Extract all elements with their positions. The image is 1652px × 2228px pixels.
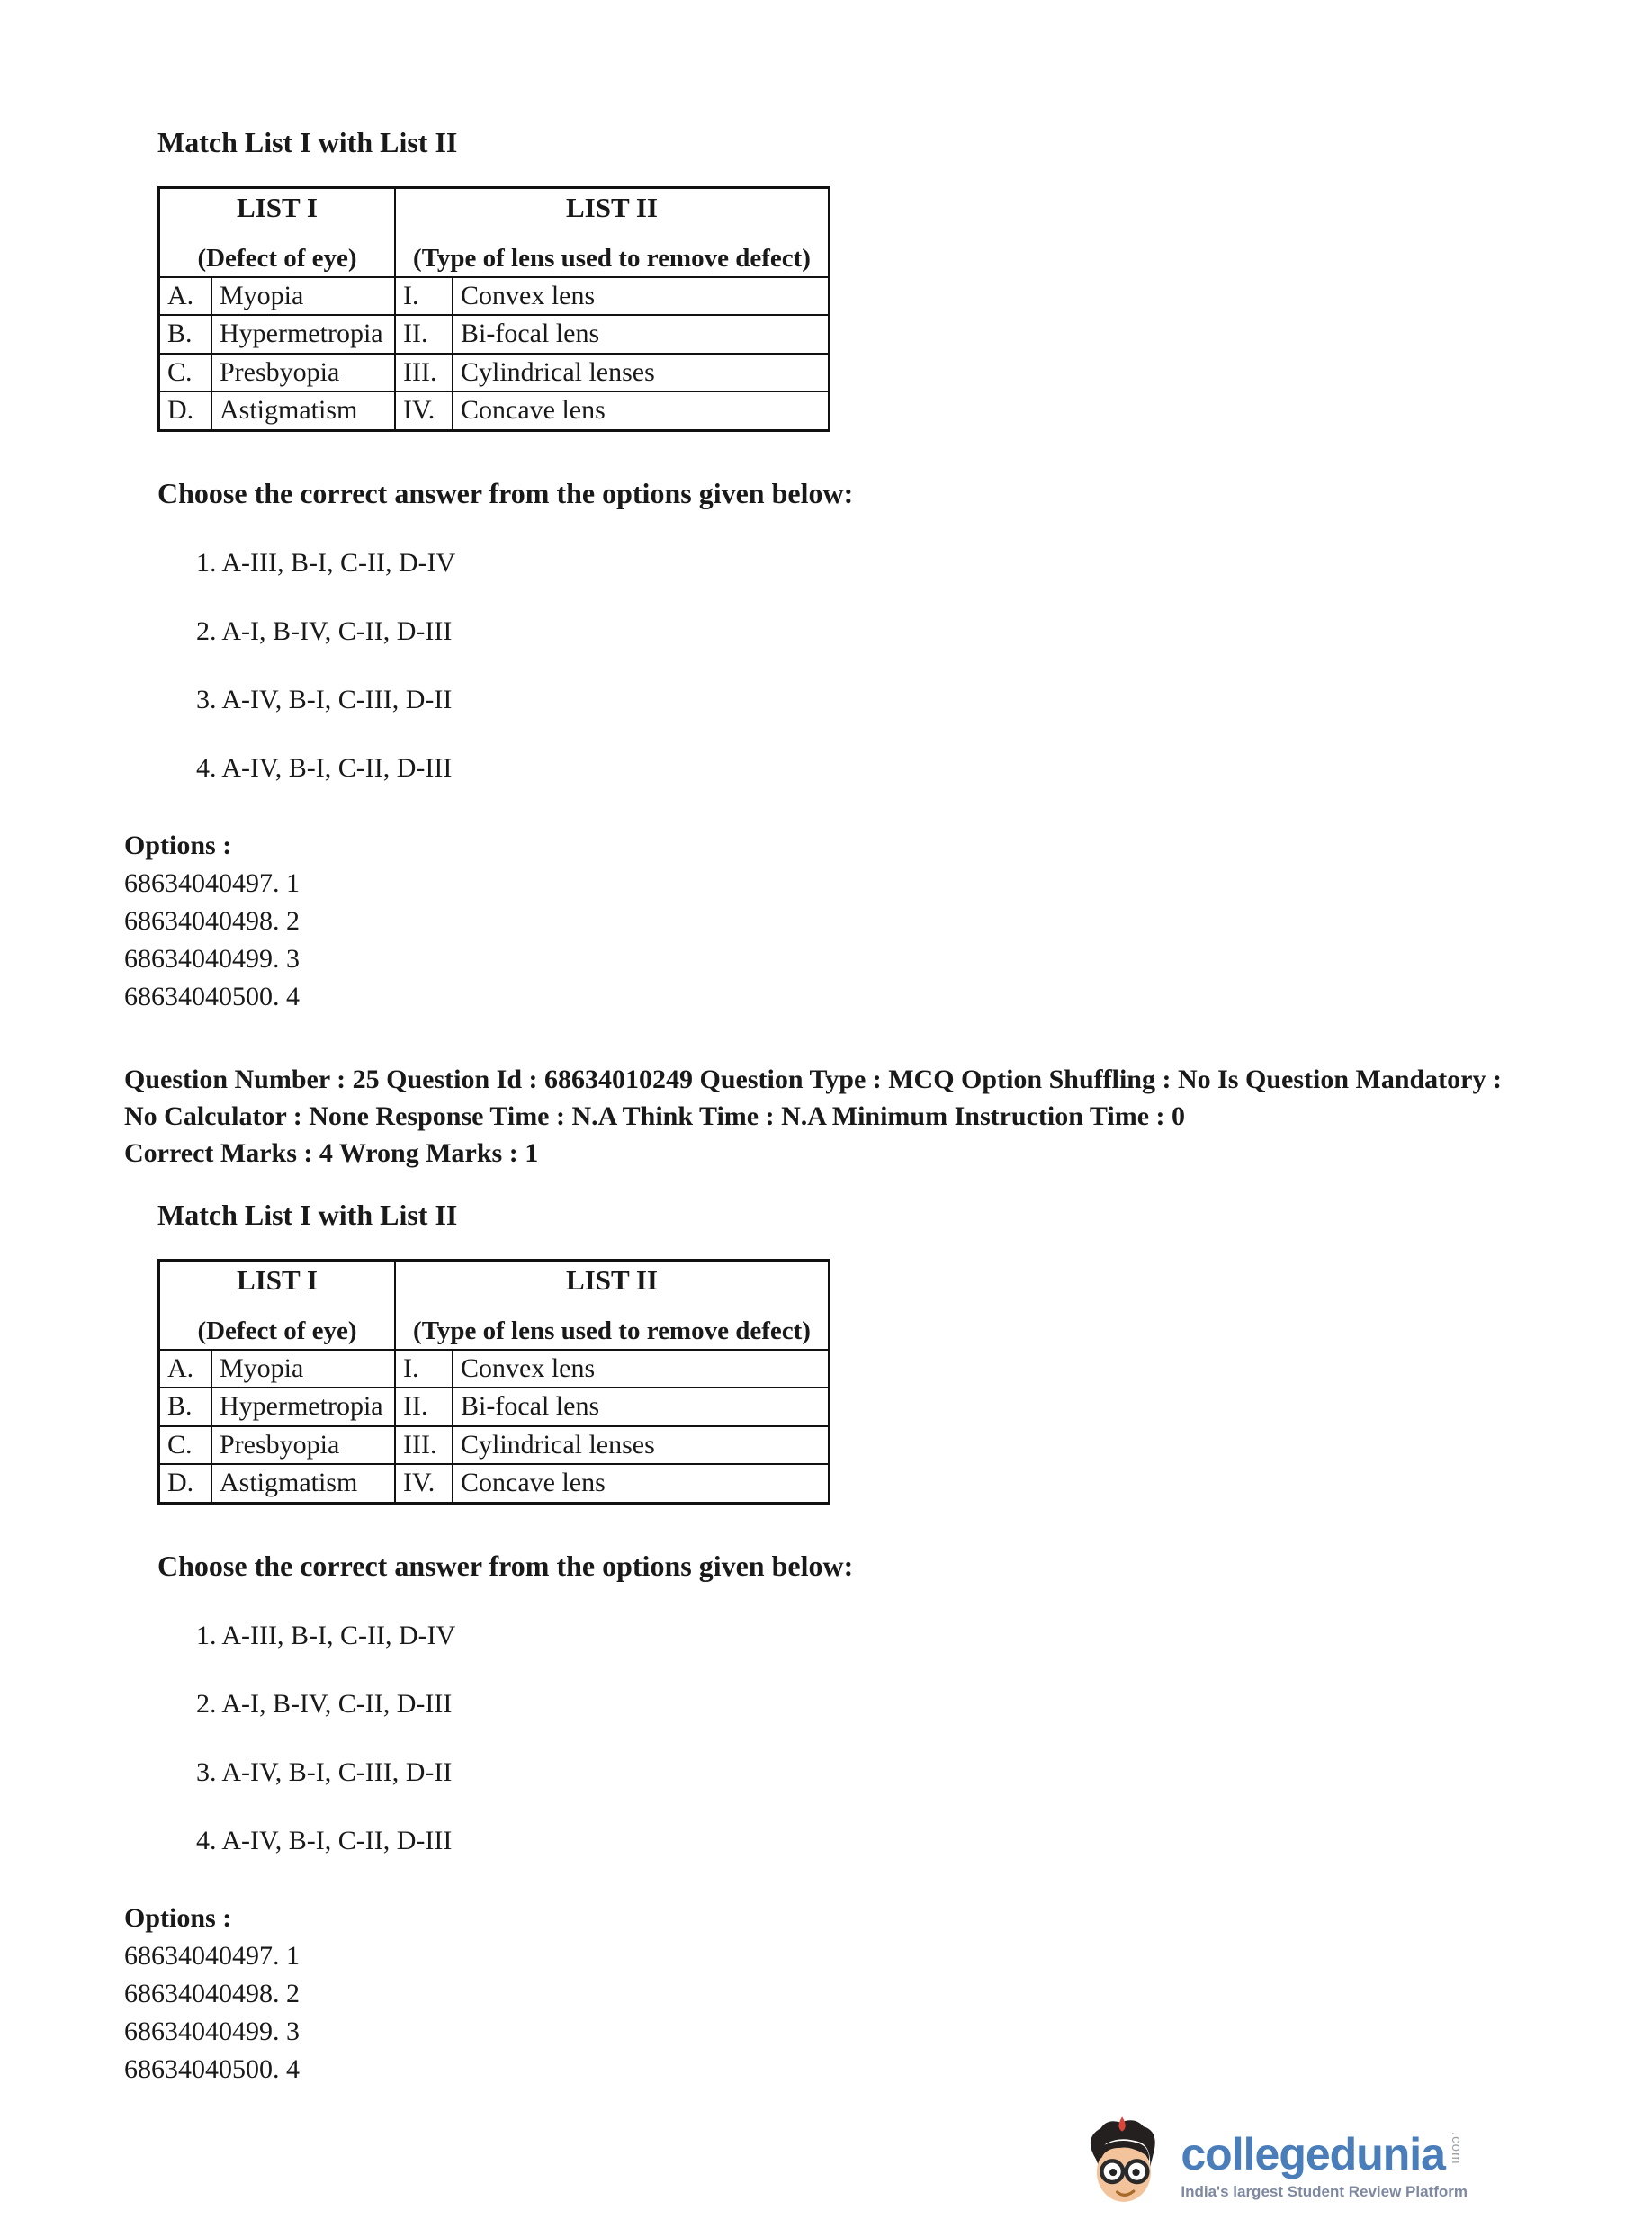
list2-header-cell [395,188,830,277]
defect-letter: B. [159,315,212,354]
list2-title: LIST II [566,1263,658,1296]
defect-letter: A. [159,1350,212,1388]
answer-option-3: 3. A-IV, B-I, C-III, D-II [196,684,453,714]
table-row [159,1464,830,1503]
table-row [159,315,830,354]
answer-option-4: 4. A-IV, B-I, C-II, D-III [196,1825,453,1855]
table-row [159,277,830,316]
defect-letter: D. [159,391,212,430]
lens-name: Cylindrical lenses [453,354,830,392]
metadata-line-3: Correct Marks : 4 Wrong Marks : 1 [124,1137,539,1168]
choose-prompt: Choose the correct answer from the options given below: [157,1549,854,1582]
list2-subtitle: (Type of lens used to remove defect) [413,1316,811,1345]
table-header-row [159,188,830,277]
lens-numeral: II. [395,1388,453,1426]
lens-name: Bi-focal lens [453,1388,830,1426]
lens-name: Convex lens [453,1350,830,1388]
option-id: 68634040499. 3 [124,2016,300,2046]
options-label: Options : [124,830,232,860]
brand-tagline: India's largest Student Review Platform [1181,2183,1468,2200]
list1-header-cell [159,1260,396,1349]
question-heading: Match List I with List II [157,1198,458,1231]
lens-numeral: IV. [395,1464,453,1503]
defect-letter: B. [159,1388,212,1426]
option-id: 68634040500. 4 [124,981,300,1011]
metadata-line-2: No Calculator : None Response Time : N.A Think Time : N.A Minimum Instruction Time : 0 [124,1101,1185,1131]
option-id-list [124,865,1652,1016]
table-row [159,391,830,430]
defect-name: Myopia [211,1350,395,1388]
option-id: 68634040497. 1 [124,1940,300,1971]
defect-name: Hypermetropia [211,1388,395,1426]
option-id-list [124,1937,1652,2089]
defect-letter: D. [159,1464,212,1503]
list1-header-cell [159,188,396,277]
list1-title: LIST I [237,192,318,223]
lens-numeral: III. [395,354,453,392]
list2-title: LIST II [566,192,658,223]
lens-numeral: III. [395,1426,453,1465]
table-row [159,354,830,392]
match-list-table [157,1259,830,1505]
question-block-2 [124,1199,1652,2089]
option-id: 68634040497. 1 [124,867,300,898]
answer-list [196,1621,1652,1856]
list2-header-cell [395,1260,830,1349]
question-heading: Match List I with List II [157,126,458,158]
defect-letter: C. [159,354,212,392]
lens-name: Convex lens [453,277,830,316]
defect-name: Presbyopia [211,354,395,392]
lens-numeral: IV. [395,391,453,430]
lens-name: Concave lens [453,1464,830,1503]
defect-name: Presbyopia [211,1426,395,1465]
table-header-row [159,1260,830,1349]
logo-text-block [1181,2129,1468,2201]
options-label: Options : [124,1902,232,1933]
question-block-1 [124,126,1652,1016]
question-metadata [124,1061,1652,1172]
answer-option-3: 3. A-IV, B-I, C-III, D-II [196,1756,453,1787]
lens-name: Concave lens [453,391,830,430]
collegedunia-mascot-icon [1078,2116,1168,2216]
defect-letter: A. [159,277,212,316]
lens-numeral: I. [395,277,453,316]
answer-list [196,548,1652,784]
table-row [159,1388,830,1426]
option-id: 68634040500. 4 [124,2053,300,2084]
brand-row [1181,2129,1468,2179]
lens-name: Bi-focal lens [453,315,830,354]
list1-subtitle: (Defect of eye) [197,1316,357,1345]
list1-title: LIST I [237,1263,318,1296]
option-id: 68634040498. 2 [124,905,300,936]
brand-name: collegedunia [1181,2129,1445,2179]
option-id: 68634040498. 2 [124,1978,300,2008]
match-list-table [157,186,830,432]
table-row [159,1426,830,1465]
lens-numeral: I. [395,1350,453,1388]
lens-name: Cylindrical lenses [453,1426,830,1465]
defect-name: Astigmatism [211,1464,395,1503]
metadata-line-1: Question Number : 25 Question Id : 68634010249 Question Type : MCQ Option Shuffling : No Is Question Mandatory : [124,1064,1502,1094]
list2-subtitle: (Type of lens used to remove defect) [413,243,811,273]
answer-option-2: 2. A-I, B-IV, C-II, D-III [196,615,453,646]
collegedunia-logo [1078,2116,1468,2216]
brand-domain-suffix: .com [1449,2132,1464,2165]
defect-name: Astigmatism [211,391,395,430]
option-id: 68634040499. 3 [124,943,300,974]
answer-option-1: 1. A-III, B-I, C-II, D-IV [196,1620,456,1650]
table-row [159,1350,830,1388]
list1-subtitle: (Defect of eye) [197,243,357,273]
defect-name: Hypermetropia [211,315,395,354]
answer-option-4: 4. A-IV, B-I, C-II, D-III [196,752,453,783]
lens-numeral: II. [395,315,453,354]
defect-name: Myopia [211,277,395,316]
defect-letter: C. [159,1426,212,1465]
answer-option-1: 1. A-III, B-I, C-II, D-IV [196,547,456,578]
answer-option-2: 2. A-I, B-IV, C-II, D-III [196,1688,453,1719]
choose-prompt: Choose the correct answer from the options given below: [157,476,854,509]
